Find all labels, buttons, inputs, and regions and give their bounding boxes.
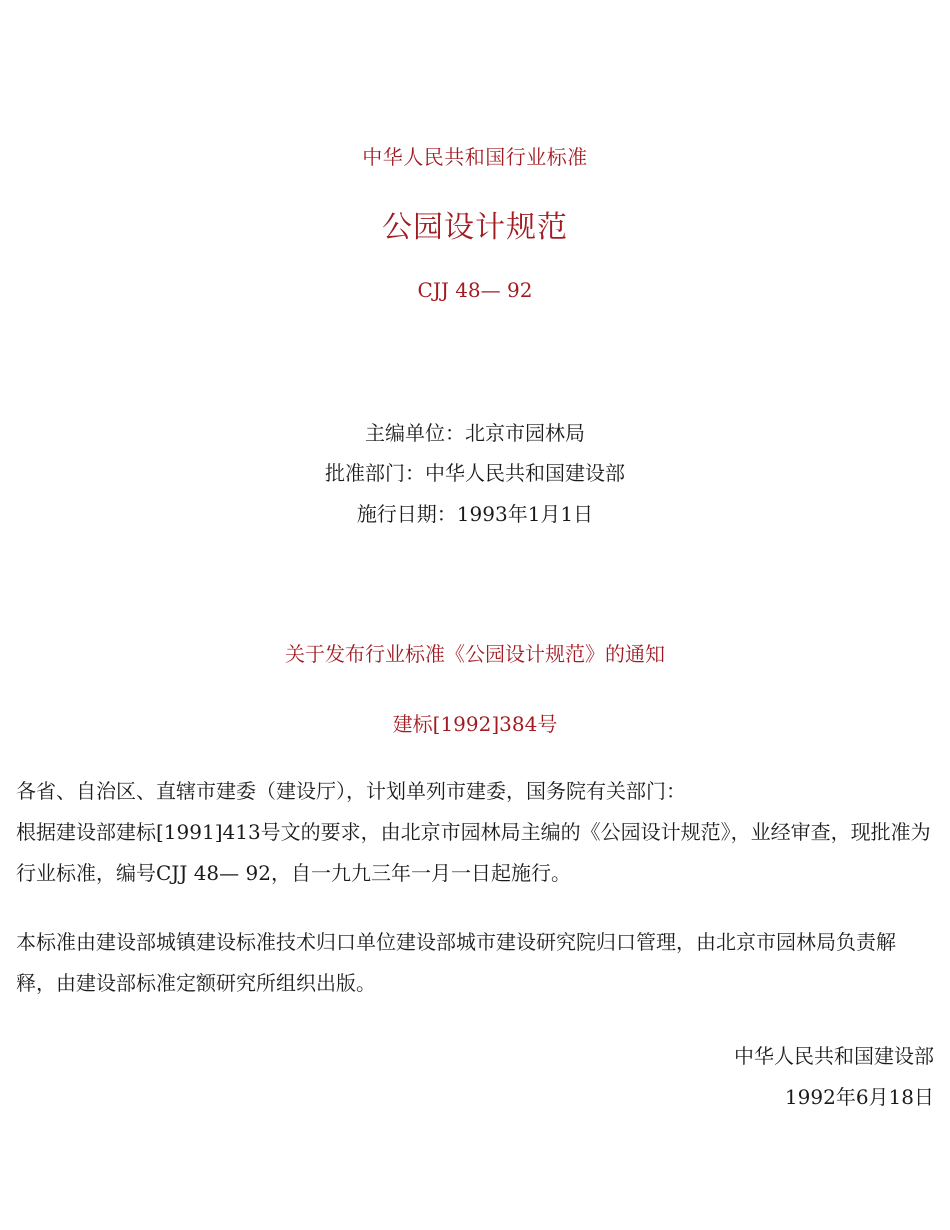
editor-unit: 主编单位：北京市园林局 [365,421,585,445]
standard-type: 中华人民共和国行业标准 [362,145,588,169]
document-title: 公园设计规范 [382,210,568,245]
standard-code: CJJ 48— 92 [417,278,533,302]
notice-paragraph-management: 本标准由建设部城镇建设标准技术归口单位建设部城市建设研究院归口管理，由北京市园林局负责解释，由建设部标准定额研究所组织出版。 [16,930,896,995]
approval-department: 批准部门：中华人民共和国建设部 [325,461,625,485]
signature-date: 1992年6月18日 [784,1085,934,1109]
notice-title: 关于发布行业标准《公园设计规范》的通知 [285,642,665,666]
notice-addressees: 各省、自治区、直辖市建委（建设厅），计划单列市建委，国务院有关部门： [16,779,686,803]
signature-organization: 中华人民共和国建设部 [734,1044,934,1068]
notice-number: 建标[1992]384号 [392,712,558,736]
notice-paragraph-main: 根据建设部建标[1991]413号文的要求，由北京市园林局主编的《公园设计规范》，业经审查，现批准为行业标准，编号CJJ 48— 92，自一九九三年一月一日起施行。 [16,820,931,885]
effective-date: 施行日期：1993年1月1日 [356,502,594,526]
